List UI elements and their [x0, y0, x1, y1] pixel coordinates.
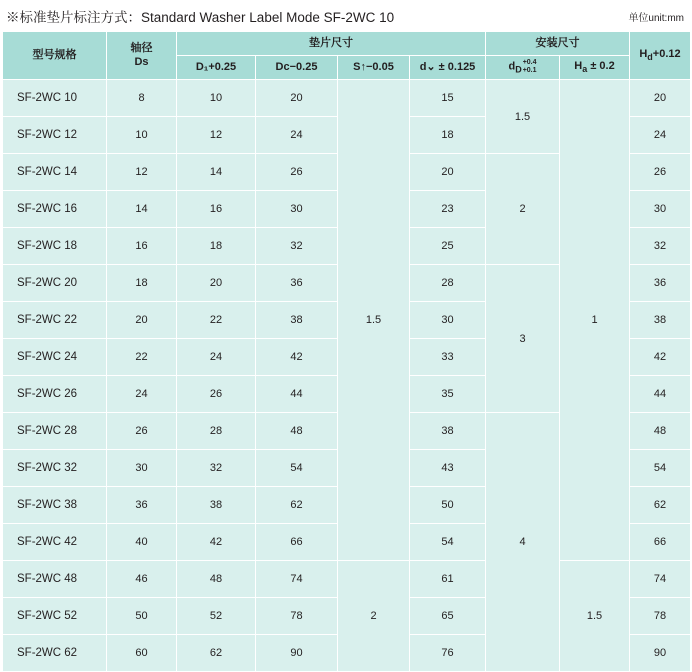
cell-st: 1.5	[338, 80, 410, 561]
cell-model: SF-2WC 18	[3, 228, 107, 265]
cell-st: 2	[338, 561, 410, 672]
unit-note: 单位unit:mm	[628, 13, 684, 24]
cell-model: SF-2WC 22	[3, 302, 107, 339]
col-header-shaft-diameter	[107, 32, 177, 80]
col-header-dc: Dc−0.25	[256, 56, 338, 80]
page-header	[0, 0, 692, 31]
cell-shaft-diameter: 22	[107, 339, 177, 376]
cell-dp: 25	[410, 228, 486, 265]
cell-d1: 24	[177, 339, 256, 376]
cell-d1: 16	[177, 191, 256, 228]
col-header-d1: D₁+0.25	[177, 56, 256, 80]
cell-dp: 28	[410, 265, 486, 302]
cell-hd: 30	[630, 191, 691, 228]
washer-spec-table	[2, 31, 691, 672]
group-header-washer-size: 垫片尺寸	[177, 32, 486, 56]
cell-hd: 54	[630, 450, 691, 487]
cell-shaft-diameter: 30	[107, 450, 177, 487]
cell-dc: 66	[256, 524, 338, 561]
cell-model: SF-2WC 20	[3, 265, 107, 302]
cell-dc: 44	[256, 376, 338, 413]
cell-model: SF-2WC 62	[3, 635, 107, 672]
cell-dc: 36	[256, 265, 338, 302]
cell-model: SF-2WC 28	[3, 413, 107, 450]
cell-hd: 24	[630, 117, 691, 154]
cell-hd: 38	[630, 302, 691, 339]
cell-d1: 52	[177, 598, 256, 635]
table-row	[3, 561, 691, 598]
col-header-hd-tol: +0.12	[652, 47, 681, 60]
cell-hd: 36	[630, 265, 691, 302]
cell-dp: 15	[410, 80, 486, 117]
table-head	[3, 32, 691, 80]
col-header-shaft-diameter-main: 轴径	[130, 41, 153, 54]
cell-dp: 43	[410, 450, 486, 487]
cell-model: SF-2WC 42	[3, 524, 107, 561]
cell-shaft-diameter: 26	[107, 413, 177, 450]
cell-dc: 78	[256, 598, 338, 635]
cell-d1: 38	[177, 487, 256, 524]
cell-dc: 20	[256, 80, 338, 117]
cell-model: SF-2WC 12	[3, 117, 107, 154]
cell-shaft-diameter: 18	[107, 265, 177, 302]
cell-dp: 30	[410, 302, 486, 339]
cell-d1: 18	[177, 228, 256, 265]
col-header-hd-main: H	[639, 47, 648, 60]
cell-shaft-diameter: 20	[107, 302, 177, 339]
cell-d1: 10	[177, 80, 256, 117]
cell-hd: 20	[630, 80, 691, 117]
cell-dp: 61	[410, 561, 486, 598]
page-title: ※标准垫片标注方式：Standard Washer Label Mode SF-2WC 10	[6, 10, 395, 25]
cell-model: SF-2WC 24	[3, 339, 107, 376]
col-header-shaft-diameter-sub: Ds	[134, 55, 149, 68]
cell-d1: 48	[177, 561, 256, 598]
cell-dc: 62	[256, 487, 338, 524]
col-header-dp: d⌄ ± 0.125	[410, 56, 486, 80]
cell-shaft-diameter: 50	[107, 598, 177, 635]
group-header-install-size: 安装尺寸	[486, 32, 630, 56]
cell-dd: 4	[486, 413, 560, 672]
cell-hd: 42	[630, 339, 691, 376]
cell-dc: 90	[256, 635, 338, 672]
col-header-dd-sub: D	[515, 64, 522, 75]
col-header-model: 型号规格	[3, 32, 107, 80]
cell-hd: 90	[630, 635, 691, 672]
cell-dc: 42	[256, 339, 338, 376]
cell-shaft-diameter: 40	[107, 524, 177, 561]
cell-model: SF-2WC 16	[3, 191, 107, 228]
cell-model: SF-2WC 32	[3, 450, 107, 487]
cell-model: SF-2WC 26	[3, 376, 107, 413]
cell-model: SF-2WC 38	[3, 487, 107, 524]
header-row-group	[3, 32, 691, 56]
cell-d1: 42	[177, 524, 256, 561]
col-header-ha-main: H	[574, 59, 583, 72]
cell-d1: 12	[177, 117, 256, 154]
cell-d1: 62	[177, 635, 256, 672]
cell-dc: 24	[256, 117, 338, 154]
cell-dc: 32	[256, 228, 338, 265]
cell-shaft-diameter: 16	[107, 228, 177, 265]
cell-d1: 26	[177, 376, 256, 413]
cell-dd: 3	[486, 265, 560, 413]
col-header-st: S↑−0.05	[338, 56, 410, 80]
col-header-hd-sub: d	[647, 51, 653, 62]
cell-dp: 76	[410, 635, 486, 672]
cell-dc: 38	[256, 302, 338, 339]
cell-dd: 2	[486, 154, 560, 265]
cell-ha: 1	[560, 80, 630, 561]
col-header-dd-tolerance: +0.4 +0.1	[522, 59, 537, 74]
cell-dp: 20	[410, 154, 486, 191]
cell-dc: 26	[256, 154, 338, 191]
cell-shaft-diameter: 14	[107, 191, 177, 228]
cell-shaft-diameter: 46	[107, 561, 177, 598]
cell-hd: 78	[630, 598, 691, 635]
cell-dp: 50	[410, 487, 486, 524]
cell-dd: 1.5	[486, 80, 560, 154]
cell-model: SF-2WC 52	[3, 598, 107, 635]
cell-shaft-diameter: 60	[107, 635, 177, 672]
col-header-dd-main: d	[508, 60, 516, 73]
cell-dp: 38	[410, 413, 486, 450]
col-header-ha	[560, 56, 630, 80]
table-row	[3, 80, 691, 117]
cell-hd: 44	[630, 376, 691, 413]
cell-hd: 48	[630, 413, 691, 450]
cell-shaft-diameter: 36	[107, 487, 177, 524]
cell-hd: 62	[630, 487, 691, 524]
col-header-hd	[630, 32, 691, 80]
cell-hd: 26	[630, 154, 691, 191]
cell-dp: 18	[410, 117, 486, 154]
cell-d1: 32	[177, 450, 256, 487]
cell-d1: 22	[177, 302, 256, 339]
cell-dc: 54	[256, 450, 338, 487]
cell-hd: 74	[630, 561, 691, 598]
cell-ha: 1.5	[560, 561, 630, 672]
cell-dc: 74	[256, 561, 338, 598]
cell-dp: 54	[410, 524, 486, 561]
cell-shaft-diameter: 10	[107, 117, 177, 154]
cell-model: SF-2WC 10	[3, 80, 107, 117]
cell-dc: 30	[256, 191, 338, 228]
col-header-ha-sub: a	[582, 63, 588, 74]
cell-dp: 35	[410, 376, 486, 413]
cell-hd: 66	[630, 524, 691, 561]
cell-model: SF-2WC 14	[3, 154, 107, 191]
cell-d1: 14	[177, 154, 256, 191]
cell-shaft-diameter: 24	[107, 376, 177, 413]
cell-shaft-diameter: 12	[107, 154, 177, 191]
cell-d1: 20	[177, 265, 256, 302]
cell-dc: 48	[256, 413, 338, 450]
col-header-dd	[486, 56, 560, 80]
cell-model: SF-2WC 48	[3, 561, 107, 598]
cell-dp: 33	[410, 339, 486, 376]
cell-hd: 32	[630, 228, 691, 265]
cell-d1: 28	[177, 413, 256, 450]
col-header-ha-tol: ± 0.2	[590, 59, 615, 72]
cell-shaft-diameter: 8	[107, 80, 177, 117]
cell-dp: 65	[410, 598, 486, 635]
cell-dp: 23	[410, 191, 486, 228]
table-body	[3, 80, 691, 672]
